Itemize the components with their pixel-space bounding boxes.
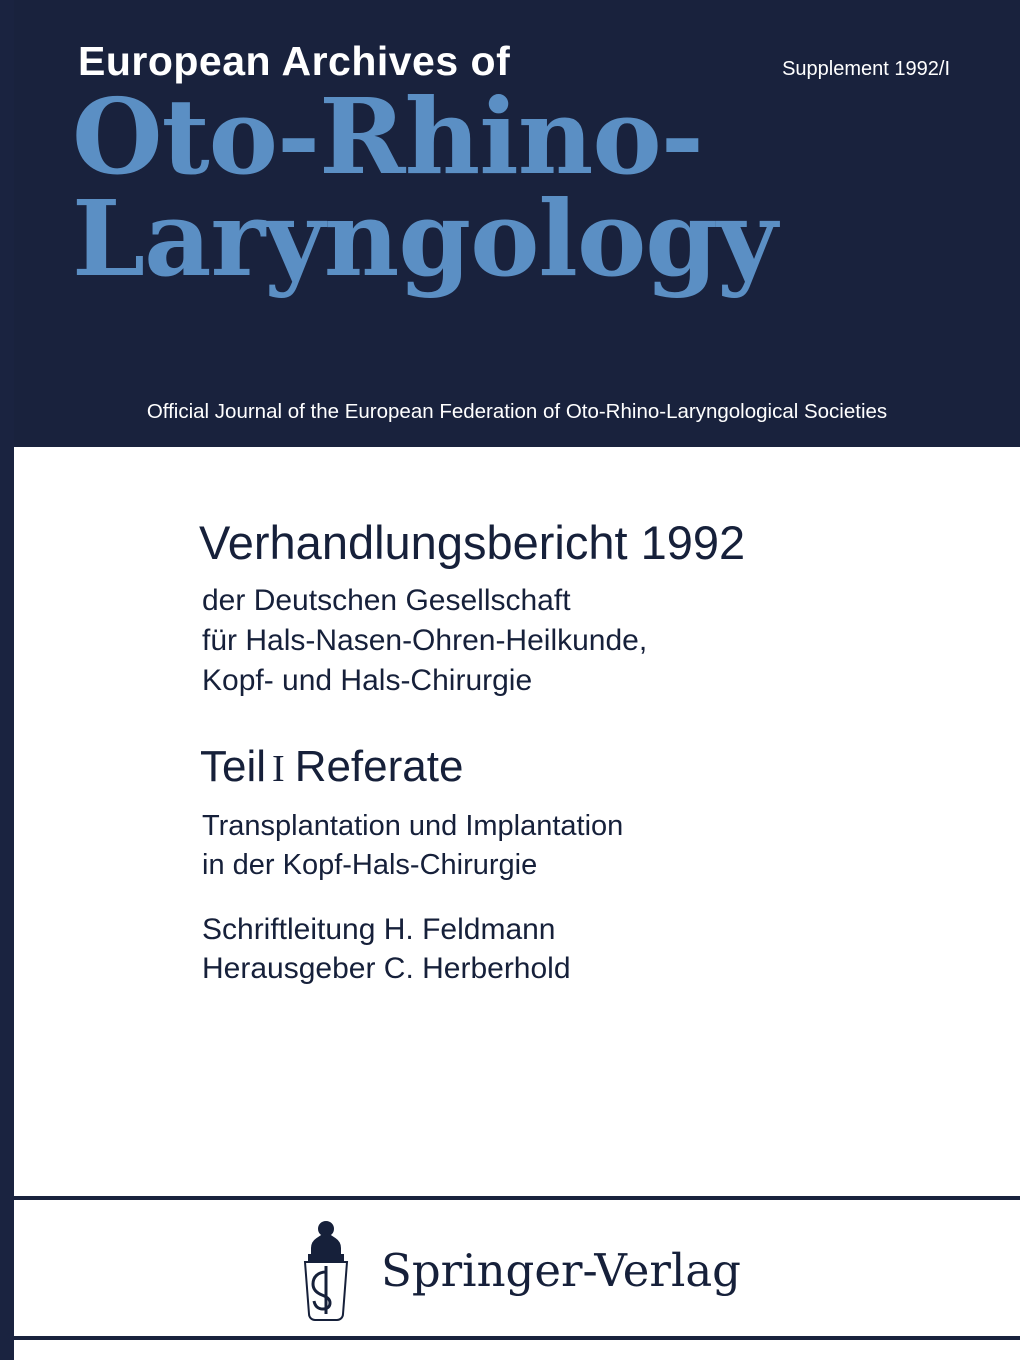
divider-bottom <box>14 1336 1020 1340</box>
springer-knight-logo <box>293 1218 359 1322</box>
page-title: Verhandlungsbericht 1992 <box>199 516 746 569</box>
editor-line-schriftleitung: Schriftleitung H. Feldmann <box>202 913 556 946</box>
supplement-label: Supplement 1992/I <box>782 58 950 80</box>
journal-header <box>14 0 1020 447</box>
society-subtitle <box>202 581 647 701</box>
journal-name-line3: Laryngology <box>72 176 777 300</box>
society-subtitle-line3: Kopf- und Hals-Chirurgie <box>202 663 533 697</box>
divider-top <box>14 1196 1020 1200</box>
part-label: Teil <box>200 742 267 791</box>
part-title <box>200 742 463 792</box>
editor-block <box>202 910 571 988</box>
editor-line-herausgeber: Herausgeber C. Herberhold <box>202 952 571 985</box>
part-name: Referate <box>294 742 464 791</box>
part-subtitle-line1: Transplantation und Implantation <box>202 810 624 842</box>
cover-spine <box>0 0 14 1360</box>
journal-name-line2: Oto-Rhino- <box>72 75 703 198</box>
publisher-name: Springer-Verlag <box>381 1243 741 1297</box>
publisher-block <box>14 1215 1020 1325</box>
journal-name-line1: European Archives of <box>78 38 511 84</box>
journal-title <box>72 75 960 300</box>
part-subtitle <box>202 807 623 885</box>
part-number: I <box>272 748 285 790</box>
society-subtitle-line1: der Deutschen Gesellschaft <box>202 584 571 617</box>
official-journal-statement: Official Journal of the European Federation of Oto-Rhino-Laryngological Societies <box>146 400 888 423</box>
part-subtitle-line2: in der Kopf-Hals-Chirurgie <box>202 849 538 882</box>
society-subtitle-line2: für Hals-Nasen-Ohren-Heilkunde, <box>202 623 648 657</box>
